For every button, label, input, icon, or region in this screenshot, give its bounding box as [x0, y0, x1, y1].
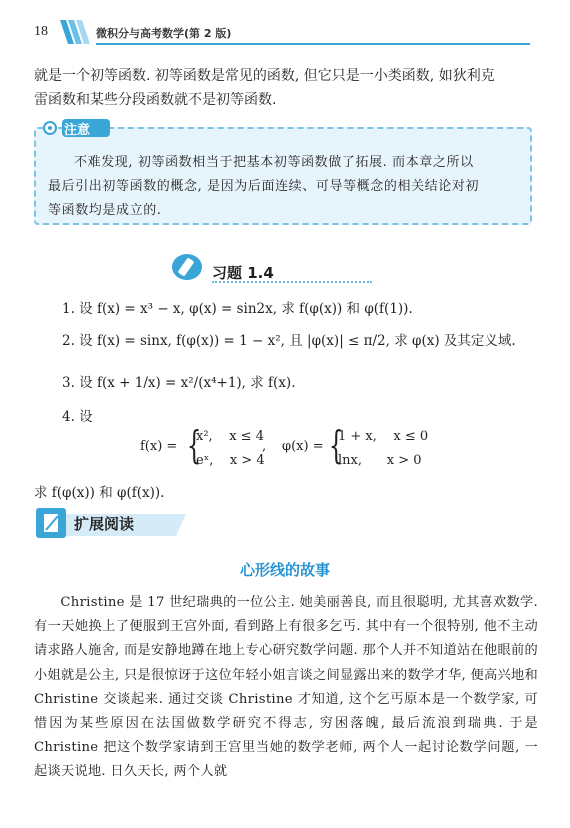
- phi-lhs: φ(x) =: [282, 439, 324, 454]
- story-title: 心形线的故事: [239, 561, 330, 579]
- exercise-4: 4. 设: [62, 409, 93, 425]
- exercise-4-ask: 求 f(φ(x)) 和 φ(f(x)).: [34, 485, 165, 501]
- f-lhs: f(x) =: [140, 439, 178, 454]
- pencil-icon: [170, 252, 204, 282]
- book-title: 微积分与高考数学(第 2 版): [96, 27, 232, 40]
- separator-comma: ,: [262, 439, 267, 454]
- phi-case-2: lnx, x > 0: [338, 453, 422, 468]
- intro-line-2: 雷函数和某些分段函数就不是初等函数.: [34, 92, 277, 108]
- f-case-2: eˣ, x > 4: [196, 453, 265, 468]
- header-rule: [96, 43, 530, 45]
- note-line-3: 等函数均是成立的.: [48, 203, 162, 218]
- exercise-1: 1. 设 f(x) = x³ − x, φ(x) = sin2x, 求 f(φ(x)) 和 φ(f(1)).: [62, 301, 413, 317]
- story-paragraph: Christine 是 17 世纪瑞典的一位公主. 她美丽善良, 而且很聪明, 尤其喜欢数学. 有一天她换上了便服到王宫外面, 看到路上有很多乞丐. 其中有一个很特别, 他不主动请求路人施舍, 而是安静地蹲在地上专心研究数学问题. 那个人并不知道站在他眼前的小姐就是公主, 只是很惊讶于这位年轻小姐言谈之间显露出来的数学才华, 便高兴地和 Christine 交谈起来. 通过交谈 Christine 才知道, 这个乞丐原本是一个数学家, 可惜因为某些原因在法国做数学研究不得志, 穷困落魄, 最后流浪到瑞典. 于是 Christine 把这个数学家请到王宫里当她的数学老师, 两个人一起讨论数学问题, 一起谈天说地. 日久天长, 两个人就: [34, 595, 538, 780]
- story-body: [34, 591, 538, 785]
- header-stripes-decoration: [60, 20, 94, 44]
- page-header: [0, 0, 570, 50]
- exercise-title-underline: [212, 281, 372, 283]
- extended-reading-label: 扩展阅读: [74, 515, 135, 533]
- exercise-2: 2. 设 f(x) = sinx, f(φ(x)) = 1 − x², 且 |φ(x)| ≤ π/2, 求 φ(x) 及其定义域.: [62, 333, 516, 349]
- page-number: 18: [34, 24, 48, 39]
- phi-brace: {: [328, 423, 344, 467]
- exercise-3: 3. 设 f(x + 1/x) = x²/(x⁴+1), 求 f(x).: [62, 375, 296, 391]
- note-box: [34, 127, 532, 225]
- note-line-1: 不难发现, 初等函数相当于把基本初等函数做了拓展. 而本章之所以: [74, 155, 474, 170]
- note-tag-label: 注意: [64, 123, 91, 138]
- note-line-2: 最后引出初等函数的概念, 是因为后面连续、可导等概念的相关结论对初: [48, 179, 480, 194]
- f-case-1: x², x ≤ 4: [196, 429, 264, 444]
- exercise-title: 习题 1.4: [212, 264, 274, 282]
- phi-case-1: 1 + x, x ≤ 0: [338, 429, 429, 444]
- f-brace: {: [186, 423, 202, 467]
- intro-line-1: 就是一个初等函数. 初等函数是常见的函数, 但它只是一小类函数, 如狄利克: [34, 68, 495, 84]
- note-text: [48, 151, 522, 223]
